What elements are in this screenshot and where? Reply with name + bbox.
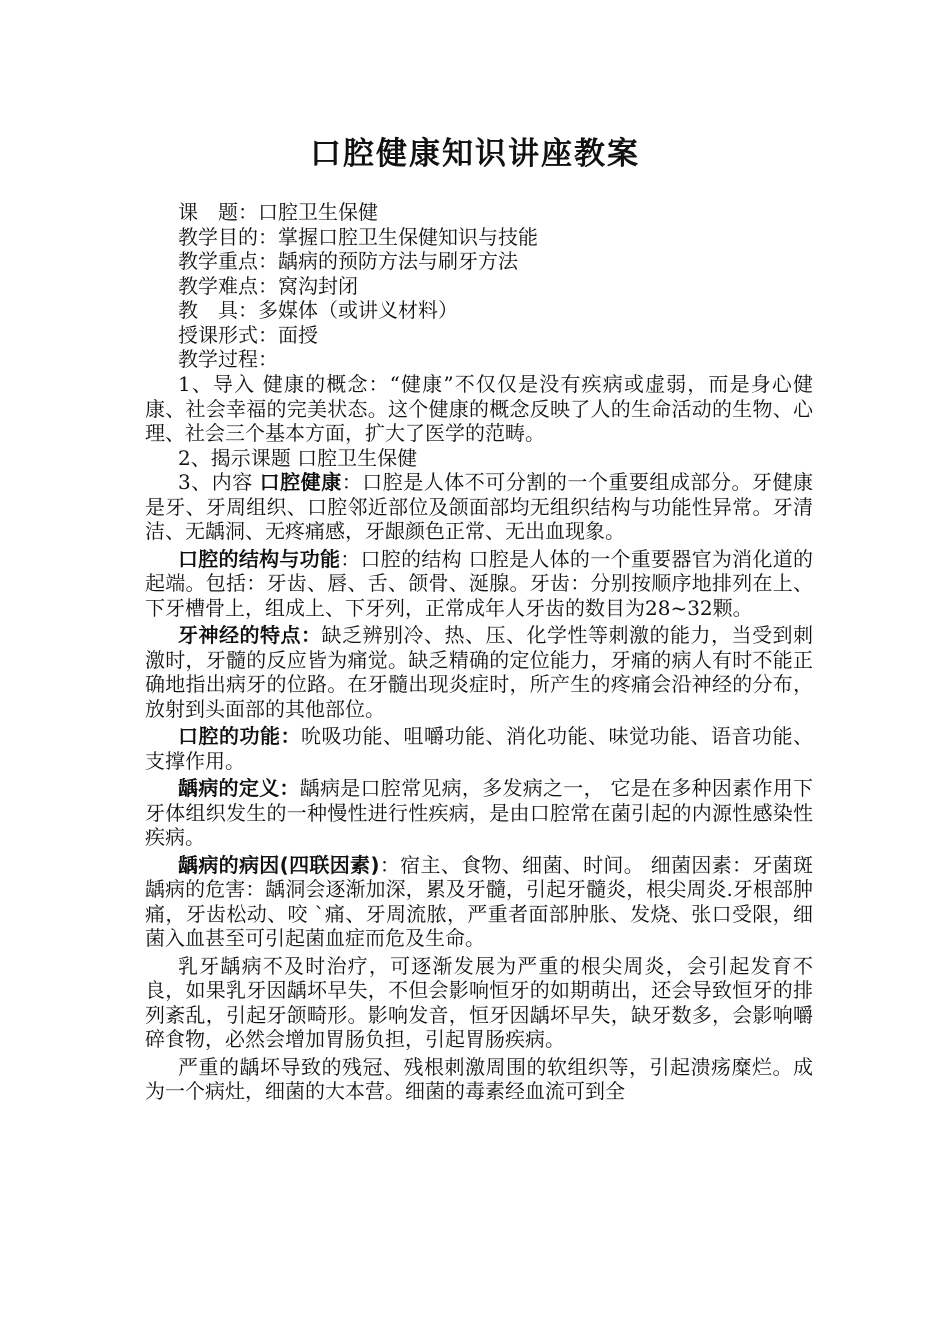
lesson-objective: 教学目的：掌握口腔卫生保健知识与技能 <box>178 224 538 249</box>
paragraph-text: ：宿主、食物、细菌、时间。 细菌因素：牙菌斑 龋病的危害：龋洞会逐渐加深，累及牙髓，引起牙髓炎，根尖周炎.牙根部肿痛，牙齿松动、咬 `痛、牙周流脓，严重者面部肿胀、发烧、张口受限，细菌入血甚至可引起菌血症而危及生命。 <box>145 852 814 950</box>
paragraph-oral-structure <box>145 547 813 621</box>
lesson-format: 授课形式：面授 <box>178 322 318 347</box>
lesson-process-label: 教学过程： <box>178 347 278 371</box>
paragraph-dental-nerve <box>145 623 813 721</box>
paragraph-heading: 龋病的定义： <box>178 776 300 800</box>
paragraph-primary-teeth <box>145 954 813 1052</box>
paragraph-text: 乳牙龋病不及时治疗，可逐渐发展为严重的根尖周炎，会引起发育不良，如果乳牙因龋坏早失，不但会影响恒牙的如期萌出，还会导致恒牙的排列紊乱，引起牙颌畸形。影响发音，恒牙因龋坏早失，缺牙数多，会影响嚼碎食物，必然会增加胃肠负担，引起胃肠疾病。 <box>145 953 813 1051</box>
paragraph-intro <box>145 372 813 446</box>
paragraph-oral-health <box>145 470 813 544</box>
lesson-info-block <box>178 200 818 372</box>
paragraph-heading: 牙神经的特点： <box>178 623 322 647</box>
paragraph-text: 严重的龋坏导致的残冠、残根刺激周围的软组织等，引起溃疡糜烂。成为一个病灶，细菌的大本营。细菌的毒素经血流可到全 <box>145 1054 813 1103</box>
paragraph-text: ：口腔是人体不可分割的一个重要组成部分。牙健康是牙、牙周组织、口腔邻近部位及颌面部均无组织结构与功能性异常。牙清洁、无龋洞、无疼痛感，牙龈颜色正常、无出血现象。 <box>145 470 814 543</box>
paragraph-oral-function <box>145 724 813 773</box>
paragraph-text: 吮吸功能、咀嚼功能、消化功能、味觉功能、语音功能、支撑作用。 <box>145 724 813 773</box>
paragraph-caries-definition <box>145 776 813 850</box>
paragraph-heading: 口腔的结构与功能 <box>178 546 341 571</box>
lesson-topic: 课 题：口腔卫生保健 <box>178 200 378 224</box>
paragraph-severe-caries <box>145 1055 813 1104</box>
paragraph-topic <box>145 446 813 471</box>
paragraph-heading: 龋病的病因(四联因素) <box>178 852 380 877</box>
paragraph-text: 龋病是口腔常见病，多发病之一， 它是在多种因素作用下牙体组织发生的一种慢性进行性疾病，是由口腔常在菌引起的内源性感染性疾病。 <box>145 776 814 849</box>
paragraph-prefix: 3、内容 <box>178 470 260 494</box>
paragraph-heading: 口腔的功能： <box>178 724 301 748</box>
lesson-tools: 教 具：多媒体（或讲义材料） <box>178 298 458 322</box>
document-title: 口腔健康知识讲座教案 <box>310 136 640 172</box>
paragraph-text: 2、揭示课题 口腔卫生保健 <box>178 445 418 470</box>
paragraph-text: 缺乏辨别冷、热、压、化学性等刺激的能力，当受到刺激时，牙髓的反应皆为痛觉。缺乏精确的定位能力，牙痛的病人有时不能正确地指出病牙的位路。在牙髓出现炎症时，所产生的疼痛会沿神经的分布，放射到头面部的其他部位。 <box>145 623 813 721</box>
lesson-key-point: 教学重点：龋病的预防方法与刷牙方法 <box>178 249 518 273</box>
paragraph-text: 1、导入 健康的概念：“健康”不仅仅是没有疾病或虚弱，而是身心健康、社会幸福的完美状态。这个健康的概念反映了人的生命活动的生物、心理、社会三个基本方面，扩大了医学的范畴。 <box>145 372 813 445</box>
paragraph-heading: 口腔健康 <box>259 470 342 494</box>
paragraph-caries-causes <box>145 853 813 951</box>
lesson-difficulty: 教学难点：窝沟封闭 <box>178 273 358 298</box>
paragraph-text: ：口腔的结构 口腔是人体的一个重要器官为消化道的起端。包括：牙齿、唇、舌、颌骨、涎腺。牙齿：分别按顺序地排列在上、下牙槽骨上，组成上、下牙列，正常成年人牙齿的数目为28~32颗。 <box>145 546 814 620</box>
lesson-body <box>145 372 813 1104</box>
